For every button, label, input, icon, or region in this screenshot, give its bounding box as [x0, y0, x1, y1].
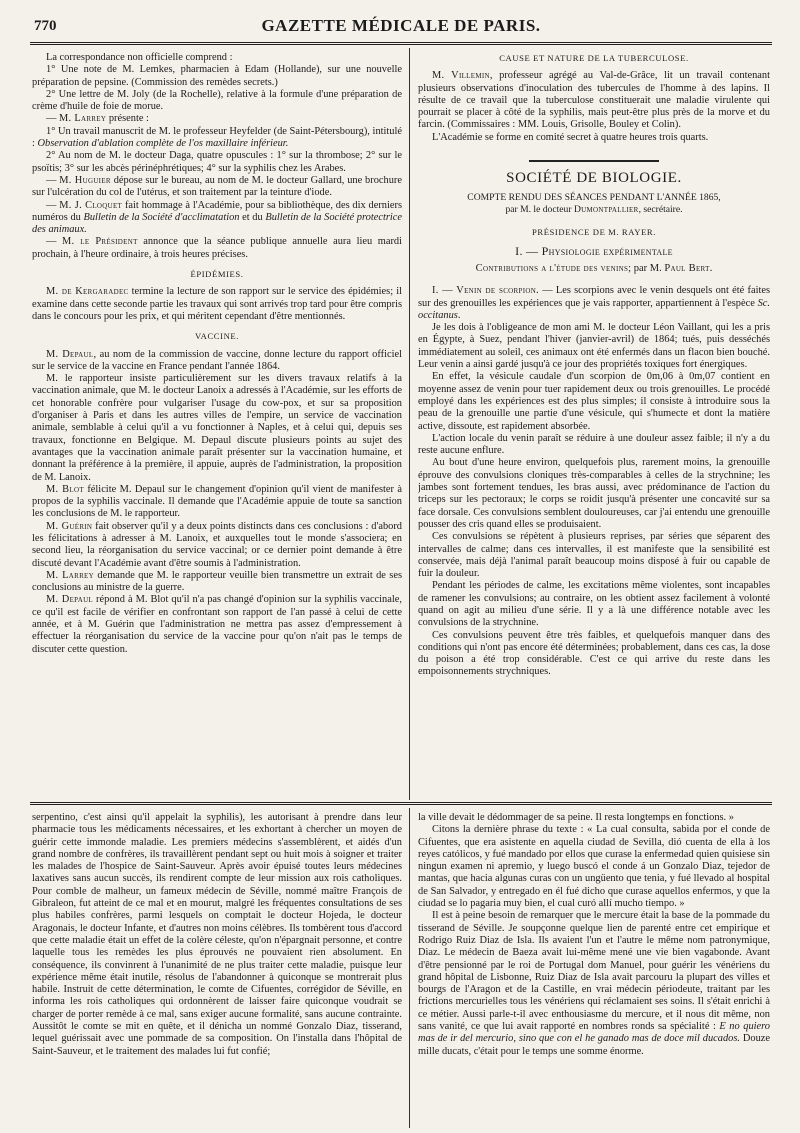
heading-inline: I. — Venin de scorpion.	[432, 285, 539, 297]
section-heading: VACCINE.	[194, 331, 240, 342]
text: Contributions a l'étude des venins	[475, 262, 629, 274]
spanish-quote: « La cual consulta, sabida por el conde de Cifuentes, que era asistente en aquella ciudad de Sevilla, dió cuenta de ella à los reyes católicos, y fué mandado por ellos que curase la enfermedad quien quisiese sin ningun examen ni apremio, y luego buscó el conde á un Gonzalo Diaz, tejedor de mantas, que hacia algunas curas con un ungüento que tenia, y fué llevado al hospital de San Salvador, y entregado en él fué dicho que curase aquellos enfermos, y que la ciudad se lo pagaria muy bien, el cual curó allí mucho tiempo. »	[418, 824, 770, 910]
paragraph	[418, 910, 770, 1058]
right-column-bottom	[418, 812, 770, 1128]
section-title: I. — Physiologie expérimentale	[515, 243, 673, 258]
society-rule	[529, 160, 659, 162]
author-name: Dumontpallier	[573, 204, 639, 216]
text: par M. le docteur	[505, 204, 572, 216]
page-number: 770	[34, 18, 57, 34]
text: .	[709, 262, 713, 274]
publication-title: Bulletin de la Société protectrice des animaux.	[32, 211, 402, 236]
report-subtitle	[418, 192, 770, 216]
speaker-name: M. de Kergaradec	[46, 286, 129, 298]
paragraph: Pendant les périodes de calme, les excitations même violentes, sont incapables de ramener les convulsions; au contraire, on les obtient assez facilement à volonté quand on agit au milieu d'une série. Il y a là une différence notable avec les convulsions de la strychnine.	[418, 580, 770, 629]
paragraph	[418, 285, 770, 322]
text: COMPTE RENDU DES SÉANCES PENDANT L'ANNÉE 1865,	[467, 192, 721, 204]
paragraph	[32, 484, 402, 521]
speaker-name: M. J. Cloquet	[59, 199, 123, 211]
text: fait observer qu'il y a deux points distincts dans ces conclusions : d'abord les félicitations à adresser à M. Lanoix, et auxquelles tout le monde s'associera; en second lieu, la réorganisation du service vaccinal; or ce dernier point demande à être discuté devant l'Académie avant d'être soumis à l'administration.	[32, 520, 402, 569]
spanish-quote: E no quiero mas de ir del mercurio, sino que con el he ganado mas de doce mil ducados.	[418, 1021, 770, 1045]
paragraph	[32, 349, 402, 374]
paragraph: — M. Huguier dépose sur le bureau, au nom de M. le docteur Gallard, une brochure sur l'ulcération du col de l'utérus, et son traitement par la teinture d'iode.	[32, 174, 402, 199]
paragraph: — M. J. Cloquet fait hommage à l'Académie, pour sa bibliothèque, des dix derniers numéros du Bulletin de la Société d'acclimatation et du Bulletin de la Société protectrice des animaux.	[32, 199, 402, 236]
column-divider-bottom	[409, 808, 410, 1128]
text: présente :	[108, 113, 149, 125]
paragraph: — M. Larrey présente :	[46, 113, 149, 125]
paragraph	[32, 570, 402, 595]
paragraph: Je les dois à l'obligeance de mon ami M. le docteur Léon Vaillant, qui les a pris en Égypte, à Suez, pendant l'hiver (janvier-avril) de 1864; tués, puis desséchés immédiatement au soleil, ces animaux ont été enfermés dans un flacon bien bouché. Leur venin a ainsi gardé jusqu'à ce jour des propriétés toxiques fort énergiques.	[418, 322, 770, 371]
paragraph	[32, 286, 402, 323]
paragraph: La correspondance non officielle comprend :	[46, 52, 233, 63]
author-name: Paul Bert	[664, 262, 710, 274]
speaker-name: M. le Président	[61, 236, 138, 248]
speaker-name: M. Blot	[46, 483, 84, 495]
paragraph: 2° Une lettre de M. Joly (de la Rochelle), relative à la formule d'une préparation de crème d'huile de foie de morue.	[32, 88, 402, 113]
text: ; par M.	[628, 262, 662, 274]
text: 1° Un travail manuscrit de M. le professeur Heyfelder (de Saint-Pétersbourg), intitulé :	[32, 125, 402, 150]
paragraph: serpentino, c'est ainsi qu'il appelait la syphilis), les autorisant à prendre dans leur pharmacie tous les médicaments nécessaires, et les exhortant à chercher un moyen de guérir cette immonde maladie. Les premiers médecins s'assemblèrent, et aidés d'un grand nombre de confrères, ils travaillèrent pendant sept ou huit mois à soigner et traiter les malades de l'hospice de Saint-Sauveur. Après avoir épuisé toutes leurs médecines laxatives sans aucun succès, ils rendirent compte de leur mission aux rois catholiques. Pour comble de malheur, un fameux médecin de Séville, nommé maître François de Gibraleon, fut atteint de ce mal et en mourut, malgré les fréquentes consultations de ses plus habiles confrères, parmi lesquels on comptait le docteur Hojeda, le docteur Aragonais, le docteur Infante, et d'autres non moins célèbres. Ils tombèrent tous d'accord que cette maladie était un effet de la colère céleste, qu'on n'épargnait personne, et contre laquelle tous les remèdes les plus éprouvés ne pouvaient rien absolument. En conséquence, ils convinrent à l'unanimité de ne plus traiter cette maladie, puisque leur expérience même était inutile, résolus de l'abandonner à quiconque se montrerait plus habile. Instruit de cette détermination, le comte de Cifuentes, corrégidor de Séville, en informa les rois catholiques qui ordonnèrent de laisser faire quiconque voudrait se charger de porter remède à ce mal, sans exiger aucune formalité, sans aucune contrainte. Aussitôt le comte se mit en quête, et il dénicha un nommé Gonzalo Diaz, tisserand, lequel guérissait avec une pommade de sa composition. On l'installa dans l'hôpital de Saint-Sauveur, et le traitement des malades lui fut confié;	[32, 812, 402, 1057]
paragraph: L'Académie se forme en comité secret à quatre heures trois quarts.	[432, 131, 709, 143]
left-column-bottom	[32, 812, 402, 1128]
text: , secrétaire.	[638, 204, 683, 216]
text: félicite M. Depaul sur le changement d'opinion qu'il vient de manifester à propos de la syphilis vaccinale. Il demande que l'Académie appuie de toute sa sanction les conclusions de M. le rapporteur.	[32, 483, 402, 520]
text: Douze mille ducats, c'était pour le temps une somme énorme.	[418, 1033, 770, 1057]
paragraph: 2° Au nom de M. le docteur Daga, quatre opuscules : 1° sur la thrombose; 2° sur le psoïtis; 3° sur les abcès périnéphrétiques; 4° sur la syphilis chez les Arabes.	[32, 150, 402, 174]
section-heading: CAUSE ET NATURE DE LA TUBERCULOSE.	[499, 53, 689, 63]
text: demande que M. le rapporteur veuille bien transmettre un extrait de ses conclusions au ministre de la guerre.	[32, 569, 402, 594]
speaker-name: M. Guérin	[46, 520, 93, 532]
paragraph: Ces convulsions se répètent à plusieurs reprises, par séries que séparent des intervalles de calme; dans ces intervalles, il est manifeste que la sensibilité est conservée, mais déjà l'animal paraît beaucoup moins disposé à fuir ou capable de fuir la douleur.	[418, 531, 770, 580]
text: , professeur agrégé au Val-de-Grâce, lit un travail contenant plusieurs observations d'inoculation des tubercules de l'homme à des lapins. Il résulte de ce travail que la tuberculose constituerait une maladie virulente qui pourrait se placer à côté de la syphilis, mais peut-être plus près de la morve et du farcin. (Commissaires : MM. Louis, Grisolle, Bouley et Colin).	[418, 70, 770, 131]
paragraph	[32, 126, 402, 151]
text: dépose sur le bureau, au nom de M. le docteur Gallard, une brochure sur l'ulcération du col de l'utérus, et son traitement par la teinture d'iode.	[32, 174, 402, 199]
right-column-top	[418, 52, 770, 798]
paragraph: M. le rapporteur insiste particulièrement sur les divers travaux relatifs à la vaccination animale, que M. le docteur Lanoix a adressés à l'Académie, sur les efforts de cet honorable confrère pour vulgariser l'usage du cow-pox, et sur sa proposition d'organiser à Paris et dans les autres villes de l'empire, un service de vaccination animale, semblable à celui qu'il a vu fonctionner à Naples, et à celui qui, depuis ses travaux, fonctionne en Belgique. M. Depaul discute plusieurs points au sujet des avantages que la vaccination animale paraît présenter sur la vaccination humaine, et donnant la préférence à la première, il appuie, auprès de l'administration, la proposition de M. Lanoix.	[32, 373, 402, 483]
text: annonce que la séance publique annuelle aura lieu mardi prochain, à l'heure ordinaire, à trois heures précises.	[32, 236, 402, 260]
text: répond à M. Blot qu'il n'a pas changé d'opinion sur la syphilis vaccinale, ce qu'il est facile de vérifier en confrontant son rapport de l'an passé à celui de cette année, et à M. Guérin que l'administration ne mettra pas assez d'empressement à effectuer la réorganisation du service de la vaccine pour qu'on n'ait pas le temps de discuter cette question.	[32, 594, 402, 655]
publication-title: Bulletin de la Société d'acclimatation	[83, 211, 240, 223]
subsection-title	[418, 263, 770, 275]
text: termine la lecture de son rapport sur le service des épidémies; il examine dans cette seconde partie les travaux qui sont arrivés trop tard pour être compris dans le concours pour les prix, et qui méritent cependant d'être mentionnés.	[32, 286, 402, 322]
paragraph	[32, 594, 402, 655]
paragraph: Ces convulsions peuvent être très faibles, et quelquefois manquer dans des conditions qui n'ont pas encore été déterminées; probablement, dans ces cas, la dose du poison a été trop considérable. C'est ce qui arrive du reste dans les empoisonnements strychniques.	[418, 629, 770, 678]
text: fait hommage à l'Académie, pour sa bibliothèque, des dix derniers numéros du	[32, 199, 402, 223]
speaker-name: M. Huguier	[59, 174, 111, 186]
left-column-top	[32, 52, 402, 798]
text: — Les scorpions avec le venin desquels ont été faites sur des grenouilles les expériences que je vais rapporter, appartiennent à l'espèce	[418, 285, 770, 309]
text: et du	[242, 211, 263, 223]
society-title: SOCIÉTÉ DE BIOLOGIE.	[506, 170, 682, 187]
paragraph: Au bout d'une heure environ, quelquefois plus, rarement moins, la grenouille éprouve des convulsions cloniques très-comparables à celles de la strychnine; les jambes sont fortement tendues, les bras aussi, avec prédominance de l'action du triceps sur les pectoraux; le corps se roidit jusqu'à présenter une concavité sur sa face dorsale. Ces convulsions semblent douloureuses, car j'ai entendu une grenouille pousser des cris quand elles se produisaient.	[418, 457, 770, 530]
speaker-name: M. Larrey	[59, 113, 107, 125]
paragraph	[418, 824, 770, 910]
paragraph	[32, 521, 402, 570]
paragraph: — M. le Président annonce que la séance publique annuelle aura lieu mardi prochain, à l'heure ordinaire, à trois heures précises.	[32, 236, 402, 260]
section-heading: ÉPIDÉMIES.	[190, 269, 244, 280]
section-divider	[30, 802, 772, 805]
presidency-heading: PRÉSIDENCE DE M. RAYER.	[531, 227, 657, 238]
column-divider-top	[409, 48, 410, 800]
speaker-name: M. Depaul	[46, 594, 93, 606]
paragraph: 1° Une note de M. Lemkes, pharmacien à Edam (Hollande), sur une nouvelle préparation de pepsine. (Commission des remèdes secrets.)	[32, 64, 402, 88]
text: Citons la dernière phrase du texte :	[432, 824, 584, 836]
text: , au nom de la commission de vaccine, donne lecture du rapport officiel sur le service de la vaccine en France pendant l'année 1864.	[32, 348, 402, 372]
species-name: Sc. occitanus	[418, 297, 770, 321]
text: Il est à peine besoin de remarquer que le mercure était la base de la pommade du tisserand de Séville. Je soupçonne quelque lien de parenté entre cet empirique et Rodrigo Ruiz Diaz de Isla. Ils avaient l'un et l'autre le même nom patronymique, Diaz. Le médecin de Baeza avait lui-même mené une vie bien vagabonde. Avant d'être pensionné par le roi de Portugal dom Manuel, pour guérir les vénériens du grand hôpital de Lisbonne, Ruiz Diaz de Isla avait parcouru la plupart des villes et bourgs de l'Aragon et de la Castille, en vrai médecin périodeute, traitant par les frictions mercurielles tous les vénériens qui réclamaient ses soins. Il s'était enrichi à ce métier. Aussi parle-t-il avec enthousiasme du mercure, et il nous dit même, non sans vanité, ce que lui avait rapporté en nombres ronds sa spécialité :	[418, 910, 770, 1033]
paragraph: la ville devait le dédommager de sa peine. Il resta longtemps en fonctions. »	[418, 812, 734, 823]
running-title: GAZETTE MÉDICALE DE PARIS.	[261, 16, 541, 35]
speaker-name: M. Larrey	[46, 569, 94, 581]
speaker-name: M. Depaul	[46, 348, 94, 360]
header-rule	[30, 42, 772, 45]
paragraph: En effet, la vésicule caudale d'un scorpion de 0m,06 à 0m,07 contient en moyenne assez de venin pour tuer rapidement deux ou trois grenouilles. Le procédé employé dans les expériences est des plus simples; il consiste à introduire sous la peau de la grenouille une partie d'une vésicule, qui s'humecte et dont la matière active, dissoute, est rapidement absorbée.	[418, 371, 770, 432]
paragraph	[418, 70, 770, 131]
paragraph: L'action locale du venin paraît se réduire à une douleur assez faible; il n'y a du reste aucune enflure.	[418, 432, 770, 457]
work-title: Observation d'ablation complète de l'os maxillaire inférieur.	[37, 138, 289, 150]
page-header	[30, 14, 772, 40]
text: .	[457, 309, 461, 321]
speaker-name: M. Villemin	[432, 70, 490, 82]
